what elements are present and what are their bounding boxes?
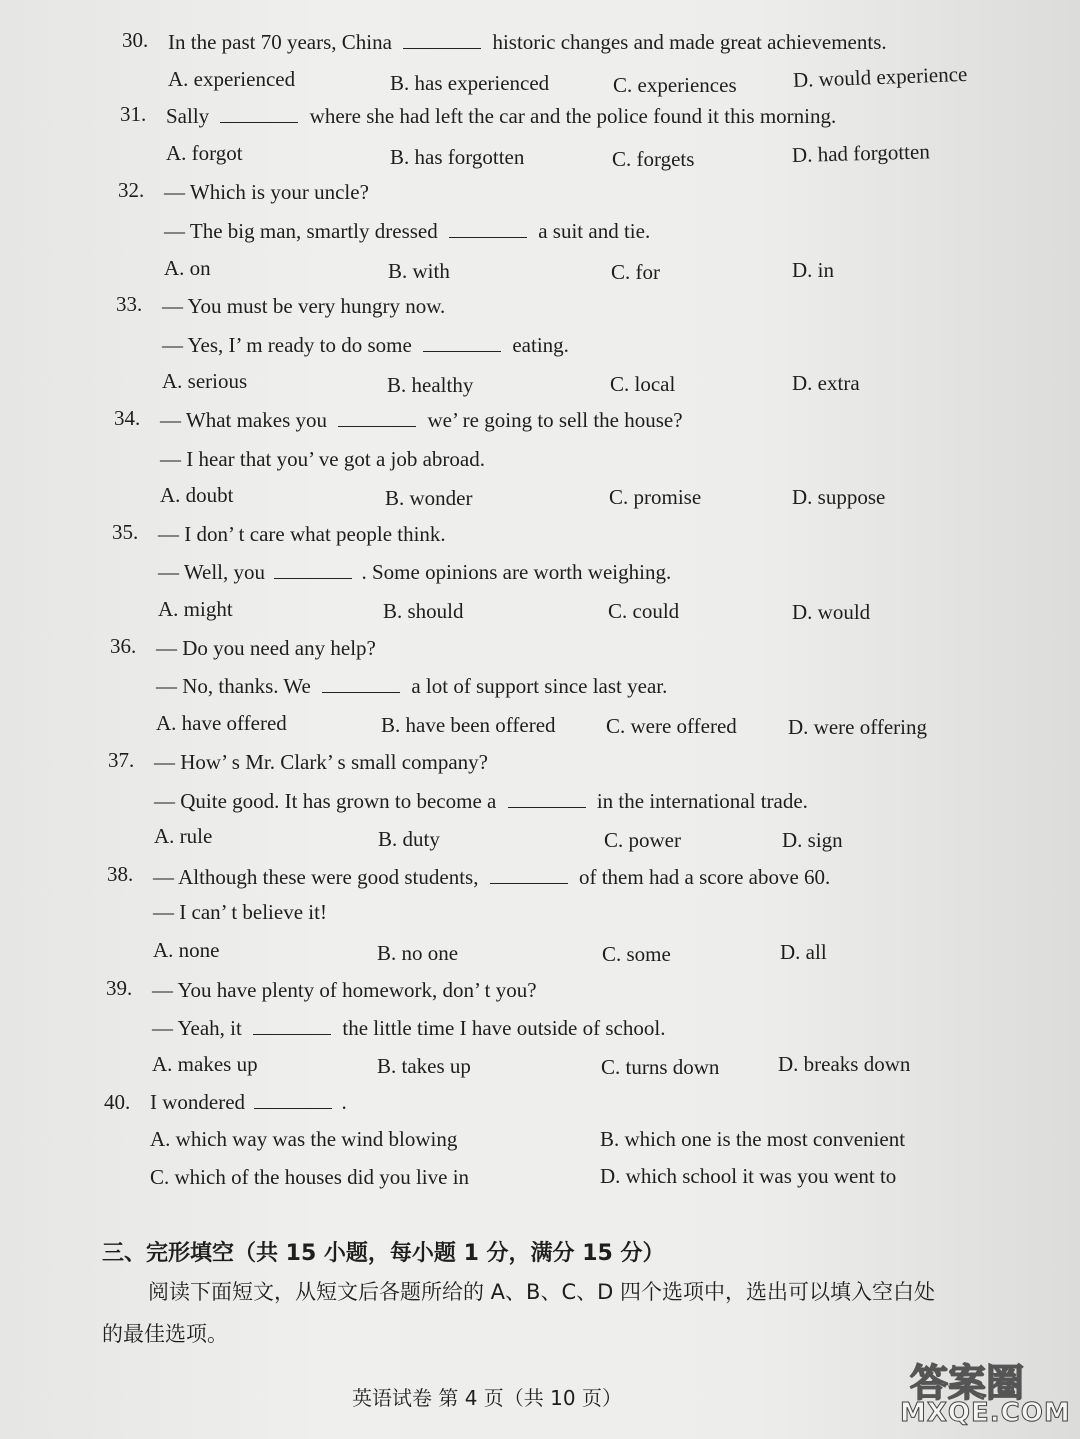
option-a: A. might [158, 597, 233, 621]
option-d: D. extra [792, 371, 860, 395]
stem-part: — What makes you [160, 408, 327, 432]
option-b: B. no one [377, 941, 459, 965]
answer-blank [508, 789, 586, 808]
answer-blank [253, 1016, 331, 1035]
question-stem [158, 560, 671, 585]
stem-part: Sally [166, 104, 210, 128]
stem-part: In the past 70 years, China [168, 30, 392, 54]
option-a: A. forgot [166, 141, 243, 165]
option-d: D. would experience [792, 61, 968, 92]
question-stem [150, 1090, 347, 1115]
question-number: 33. [116, 292, 143, 316]
option-b: B. duty [378, 827, 440, 851]
option-c: C. power [604, 828, 681, 852]
watermark-text: 答案圈 [910, 1361, 1025, 1405]
dialogue-line: — Do you need any help? [156, 636, 376, 660]
stem-part: . [341, 1090, 347, 1114]
question-number: 31. [120, 102, 147, 126]
option-c: C. which of the houses did you live in [150, 1165, 470, 1189]
option-d: D. were offering [788, 715, 927, 739]
option-b: B. wonder [385, 486, 473, 510]
option-a: A. none [153, 938, 220, 962]
option-d: D. suppose [792, 485, 886, 509]
question-number: 38. [107, 862, 134, 886]
option-a: A. experienced [168, 67, 296, 91]
question-stem [154, 789, 808, 814]
answer-blank [338, 408, 416, 427]
question-stem [168, 30, 887, 55]
section-instruction: 阅读下面短文，从短文后各题所给的 A、B、C、D 四个选项中，选出可以填入空白处 [148, 1280, 935, 1304]
question-number: 32. [118, 178, 145, 202]
stem-part: where she had left the car and the police found it this morning. [309, 104, 837, 128]
question-stem [160, 408, 683, 433]
question-number: 34. [114, 406, 141, 430]
answer-blank [403, 30, 481, 49]
question-stem [166, 104, 836, 129]
stem-part: — Yes, I’ m ready to do some [162, 333, 412, 357]
option-d: D. sign [782, 828, 843, 852]
option-a: A. on [164, 256, 211, 280]
option-d: D. which school it was you went to [600, 1164, 897, 1188]
stem-part: — Although these were good students, [153, 865, 479, 889]
option-a: A. have offered [156, 711, 287, 735]
option-a: A. rule [154, 824, 213, 848]
answer-blank [449, 219, 527, 238]
dialogue-line: — I don’ t care what people think. [158, 522, 446, 546]
question-stem [153, 865, 830, 890]
option-b: B. with [388, 259, 450, 283]
stem-part: I wondered [150, 1090, 246, 1114]
option-a: A. serious [162, 369, 248, 393]
option-b: B. should [383, 599, 464, 623]
question-stem [156, 674, 667, 699]
option-c: C. local [610, 372, 676, 396]
dialogue-line: — How’ s Mr. Clark’ s small company? [154, 750, 489, 774]
option-b: B. healthy [387, 373, 474, 397]
question-stem [152, 1016, 665, 1041]
option-d: D. breaks down [778, 1052, 911, 1076]
option-b: B. has forgotten [390, 145, 525, 169]
stem-part: — Well, you [158, 560, 265, 584]
option-c: C. were offered [606, 714, 737, 738]
stem-part: — The big man, smartly dressed [164, 219, 438, 243]
dialogue-line: — You must be very hungry now. [162, 294, 446, 318]
dialogue-line: — You have plenty of homework, don’ t you? [152, 978, 537, 1002]
option-a: A. makes up [152, 1052, 258, 1076]
question-number: 30. [122, 28, 149, 52]
answer-blank [423, 333, 501, 352]
option-b: B. takes up [377, 1054, 471, 1078]
section-instruction-cont: 的最佳选项。 [102, 1322, 228, 1346]
stem-part: the little time I have outside of school. [342, 1016, 666, 1040]
stem-part: we’ re going to sell the house? [427, 408, 683, 432]
question-number: 40. [104, 1090, 131, 1114]
option-b: B. which one is the most convenient [600, 1127, 906, 1151]
stem-part: a lot of support since last year. [411, 674, 668, 698]
option-a: A. doubt [160, 483, 234, 507]
answer-blank [254, 1090, 332, 1109]
option-d: D. in [792, 258, 834, 282]
stem-part: historic changes and made great achievements. [492, 30, 887, 54]
option-b: B. have been offered [381, 713, 556, 737]
option-c: C. promise [609, 485, 702, 509]
answer-blank [220, 104, 298, 123]
option-d: D. all [780, 940, 827, 964]
dialogue-line: — I can’ t believe it! [153, 900, 327, 924]
option-c: C. turns down [601, 1055, 720, 1079]
option-c: C. for [611, 260, 660, 284]
stem-part: . Some opinions are worth weighing. [361, 560, 672, 584]
dialogue-line: — I hear that you’ ve got a job abroad. [160, 447, 485, 471]
option-b: B. has experienced [390, 71, 550, 95]
answer-blank [322, 674, 400, 693]
stem-part: — Yeah, it [152, 1016, 242, 1040]
option-d: D. had forgotten [791, 139, 931, 167]
option-a: A. which way was the wind blowing [150, 1127, 458, 1151]
page-footer: 英语试卷 第 4 页（共 10 页） [352, 1386, 622, 1410]
question-stem [162, 333, 569, 358]
stem-part: of them had a score above 60. [578, 865, 831, 889]
question-number: 36. [110, 634, 137, 658]
watermark-logo [900, 1352, 1070, 1432]
option-c: C. some [602, 942, 671, 966]
stem-part: eating. [512, 333, 569, 357]
option-c: C. experiences [613, 73, 737, 97]
question-number: 39. [106, 976, 133, 1000]
stem-part: a suit and tie. [538, 219, 651, 243]
question-number: 35. [112, 520, 139, 544]
answer-blank [490, 865, 568, 884]
watermark-url: MXQE.COM [900, 1398, 1071, 1428]
stem-part: — Quite good. It has grown to become a [154, 789, 497, 813]
dialogue-line: — Which is your uncle? [164, 180, 369, 204]
section-title: 三、完形填空（共 15 小题，每小题 1 分，满分 15 分） [102, 1241, 665, 1266]
stem-part: — No, thanks. We [156, 674, 311, 698]
question-number: 37. [108, 748, 135, 772]
answer-blank [274, 560, 352, 579]
option-d: D. would [792, 600, 871, 624]
option-c: C. could [608, 599, 680, 623]
option-c: C. forgets [612, 147, 695, 171]
stem-part: in the international trade. [596, 789, 808, 813]
question-stem [164, 219, 650, 244]
